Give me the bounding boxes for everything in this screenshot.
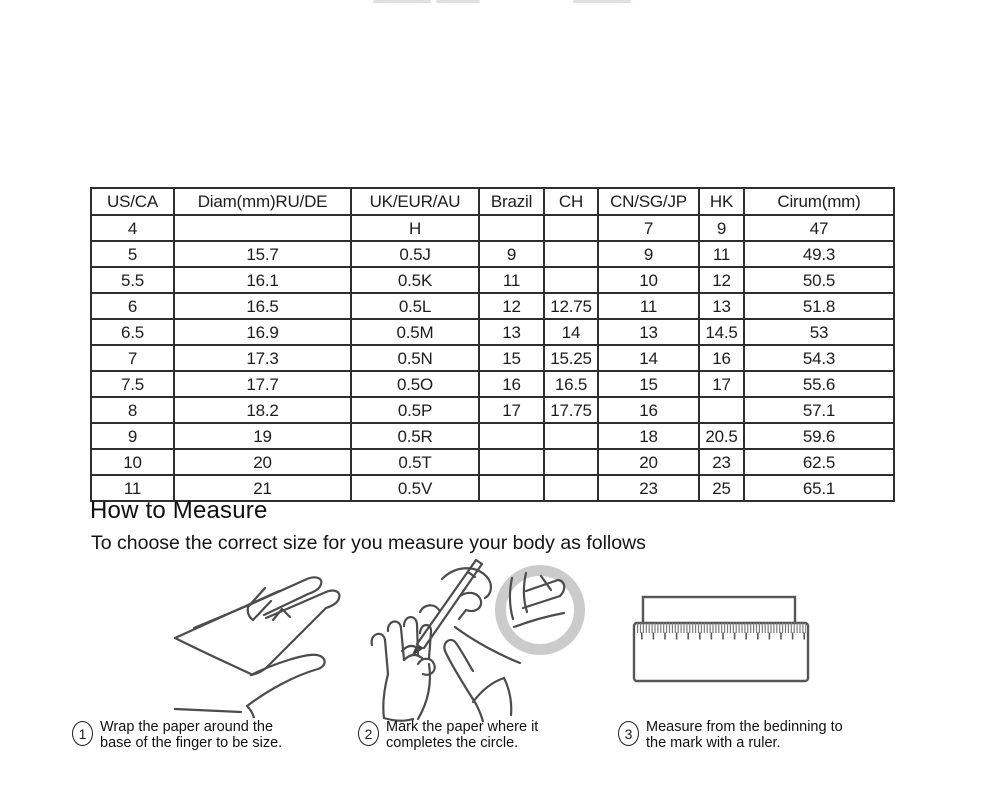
size-cell: 5 bbox=[91, 241, 174, 267]
size-cell: 0.5O bbox=[351, 371, 479, 397]
size-cell: 53 bbox=[744, 319, 894, 345]
size-cell: 10 bbox=[598, 267, 699, 293]
size-cell: 59.6 bbox=[744, 423, 894, 449]
size-cell: 23 bbox=[699, 449, 744, 475]
size-cell: 0.5P bbox=[351, 397, 479, 423]
step-1-text: Wrap the paper around the base of the finger to be size. bbox=[100, 719, 283, 751]
size-cell: 16.5 bbox=[174, 293, 351, 319]
measure-step-3 bbox=[618, 720, 918, 751]
column-header: CN/SG/JP bbox=[598, 188, 699, 215]
size-cell: 7 bbox=[598, 215, 699, 241]
how-to-measure-subtitle: To choose the correct size for you measure your body as follows bbox=[91, 532, 646, 554]
size-cell: 11 bbox=[91, 475, 174, 501]
size-cell: 12.75 bbox=[544, 293, 598, 319]
size-cell: 18 bbox=[598, 423, 699, 449]
size-row bbox=[91, 241, 894, 267]
size-cell: 62.5 bbox=[744, 449, 894, 475]
size-cell: 15.7 bbox=[174, 241, 351, 267]
size-cell bbox=[699, 397, 744, 423]
column-header: Diam(mm)RU/DE bbox=[174, 188, 351, 215]
size-cell: 0.5L bbox=[351, 293, 479, 319]
column-header: Cirum(mm) bbox=[744, 188, 894, 215]
size-cell: 20.5 bbox=[699, 423, 744, 449]
size-cell: 16 bbox=[598, 397, 699, 423]
size-row bbox=[91, 449, 894, 475]
size-cell bbox=[544, 215, 598, 241]
size-cell: 16.5 bbox=[544, 371, 598, 397]
size-cell: 54.3 bbox=[744, 345, 894, 371]
size-cell bbox=[479, 449, 544, 475]
size-cell: 51.8 bbox=[744, 293, 894, 319]
size-cell bbox=[479, 475, 544, 501]
size-cell: 14 bbox=[544, 319, 598, 345]
size-row bbox=[91, 397, 894, 423]
size-cell: 11 bbox=[699, 241, 744, 267]
size-cell: 0.5R bbox=[351, 423, 479, 449]
size-cell: 7.5 bbox=[91, 371, 174, 397]
size-row bbox=[91, 345, 894, 371]
size-cell: 15 bbox=[479, 345, 544, 371]
ruler-body bbox=[634, 623, 808, 681]
step-2-number-icon: 2 bbox=[358, 721, 379, 746]
size-cell: 5.5 bbox=[91, 267, 174, 293]
size-cell: 16 bbox=[479, 371, 544, 397]
size-cell: 11 bbox=[598, 293, 699, 319]
size-cell: 0.5T bbox=[351, 449, 479, 475]
size-cell: 57.1 bbox=[744, 397, 894, 423]
size-row bbox=[91, 293, 894, 319]
measure-step-2 bbox=[358, 720, 608, 751]
size-cell: 16 bbox=[699, 345, 744, 371]
size-cell bbox=[544, 475, 598, 501]
size-cell: 17 bbox=[479, 397, 544, 423]
size-cell: 0.5K bbox=[351, 267, 479, 293]
column-header: Brazil bbox=[479, 188, 544, 215]
size-cell bbox=[174, 215, 351, 241]
step-3-text: Measure from the bedinning to the mark with a ruler. bbox=[646, 719, 843, 751]
size-cell: 0.5V bbox=[351, 475, 479, 501]
size-cell: 9 bbox=[91, 423, 174, 449]
size-row bbox=[91, 215, 894, 241]
step-2-text: Mark the paper where it completes the circle. bbox=[386, 719, 539, 751]
size-cell: 10 bbox=[91, 449, 174, 475]
size-cell: 0.5M bbox=[351, 319, 479, 345]
paper-strip-on-ruler-illustration bbox=[630, 592, 812, 688]
size-cell: 50.5 bbox=[744, 267, 894, 293]
size-cell: 11 bbox=[479, 267, 544, 293]
cropped-text-artifact bbox=[573, 0, 631, 3]
size-table-body bbox=[91, 215, 894, 501]
size-cell: 15 bbox=[598, 371, 699, 397]
size-cell: 7 bbox=[91, 345, 174, 371]
hands-marking-paper-with-pencil-illustration bbox=[360, 552, 610, 722]
size-cell: 15.25 bbox=[544, 345, 598, 371]
size-cell: 14 bbox=[598, 345, 699, 371]
size-row bbox=[91, 423, 894, 449]
table-header-row bbox=[91, 188, 894, 215]
size-cell: 20 bbox=[598, 449, 699, 475]
size-row bbox=[91, 267, 894, 293]
size-cell: 12 bbox=[699, 267, 744, 293]
magnifier-ring bbox=[501, 571, 580, 650]
column-header: HK bbox=[699, 188, 744, 215]
size-cell: H bbox=[351, 215, 479, 241]
cropped-text-artifact bbox=[436, 0, 480, 3]
paper-strip bbox=[643, 597, 795, 624]
size-cell bbox=[544, 423, 598, 449]
size-cell: 65.1 bbox=[744, 475, 894, 501]
size-cell: 23 bbox=[598, 475, 699, 501]
size-cell: 17.3 bbox=[174, 345, 351, 371]
size-cell: 16.1 bbox=[174, 267, 351, 293]
size-cell: 0.5J bbox=[351, 241, 479, 267]
size-cell bbox=[544, 241, 598, 267]
size-cell: 12 bbox=[479, 293, 544, 319]
size-cell: 0.5N bbox=[351, 345, 479, 371]
size-cell: 9 bbox=[479, 241, 544, 267]
size-cell: 6 bbox=[91, 293, 174, 319]
size-cell: 17 bbox=[699, 371, 744, 397]
size-cell bbox=[479, 423, 544, 449]
size-cell: 9 bbox=[598, 241, 699, 267]
hand-with-paper-strip-illustration bbox=[145, 556, 350, 718]
step-1-number-icon: 1 bbox=[72, 721, 93, 746]
size-cell: 13 bbox=[479, 319, 544, 345]
size-cell: 4 bbox=[91, 215, 174, 241]
column-header: US/CA bbox=[91, 188, 174, 215]
size-cell: 6.5 bbox=[91, 319, 174, 345]
size-row bbox=[91, 319, 894, 345]
size-cell: 13 bbox=[699, 293, 744, 319]
step-3-number-icon: 3 bbox=[618, 721, 639, 746]
size-cell bbox=[479, 215, 544, 241]
size-cell: 17.75 bbox=[544, 397, 598, 423]
column-header: UK/EUR/AU bbox=[351, 188, 479, 215]
size-cell: 49.3 bbox=[744, 241, 894, 267]
column-header: CH bbox=[544, 188, 598, 215]
size-cell: 13 bbox=[598, 319, 699, 345]
size-cell: 16.9 bbox=[174, 319, 351, 345]
size-cell: 19 bbox=[174, 423, 351, 449]
size-cell: 18.2 bbox=[174, 397, 351, 423]
size-cell: 17.7 bbox=[174, 371, 351, 397]
size-cell: 55.6 bbox=[744, 371, 894, 397]
size-cell: 20 bbox=[174, 449, 351, 475]
size-cell: 25 bbox=[699, 475, 744, 501]
measure-step-1 bbox=[72, 720, 352, 751]
size-conversion-table bbox=[90, 187, 895, 502]
size-cell: 14.5 bbox=[699, 319, 744, 345]
how-to-measure-title: How to Measure bbox=[90, 497, 268, 524]
size-cell: 47 bbox=[744, 215, 894, 241]
size-cell: 21 bbox=[174, 475, 351, 501]
size-cell: 9 bbox=[699, 215, 744, 241]
size-cell bbox=[544, 267, 598, 293]
cropped-text-artifact bbox=[373, 0, 431, 3]
size-row bbox=[91, 371, 894, 397]
size-cell bbox=[544, 449, 598, 475]
size-cell: 8 bbox=[91, 397, 174, 423]
